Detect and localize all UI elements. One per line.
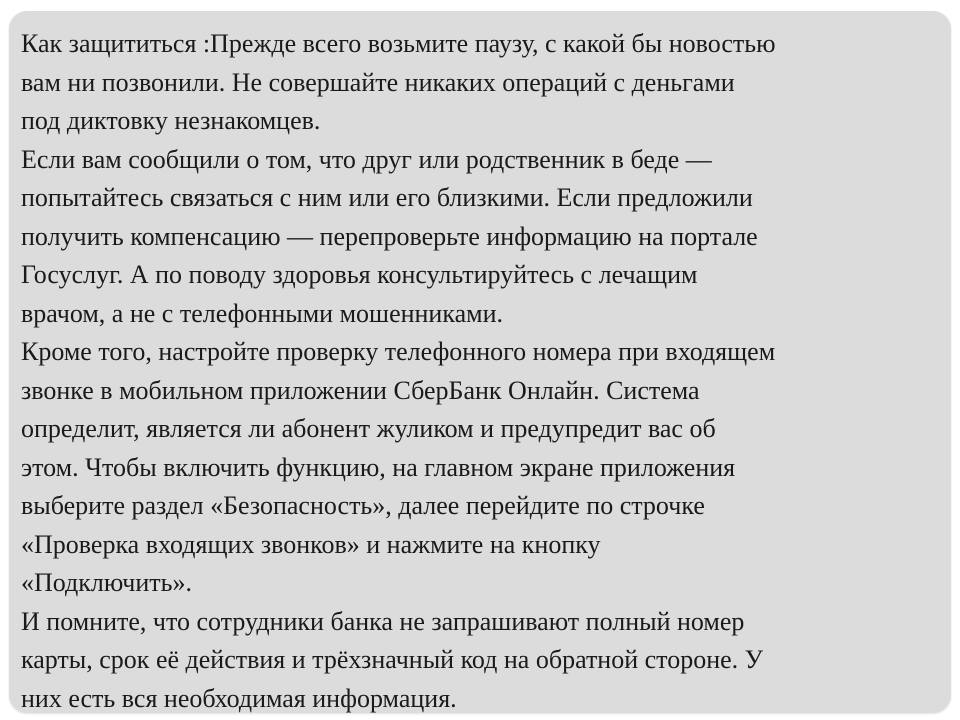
text-line: выберите раздел «Безопасность», далее перейдите по строчке [21,491,705,520]
text-line: попытайтесь связаться с ним или его близкими. Если предложили [21,183,753,212]
text-line: них есть вся необходимая информация. [21,683,457,713]
text-line: Кроме того, настройте проверку телефонного номера при входящем [21,337,776,366]
text-line: Госуслуг. А по поводу здоровья консультируйтесь с лечащим [21,260,698,289]
text-line: И помните, что сотрудники банка не запрашивают полный номер [21,606,745,636]
text-line: под диктовку незнакомцев. [21,106,321,135]
text-line: этом. Чтобы включить функцию, на главном экране приложения [21,452,736,482]
text-line: врачом, а не с телефонными мошенниками. [21,298,503,328]
text-line: карты, срок её действия и трёхзначный код на обратной стороне. У [21,645,764,674]
text-line: Как защититься :Прежде всего возьмите паузу, с какой бы новостью [21,29,776,58]
text-line: вам ни позвонили. Не совершайте никаких операций с деньгами [21,67,735,97]
slide-panel [9,11,951,713]
text-line: Если вам сообщили о том, что друг или родственник в беде — [21,144,712,174]
slide-text [21,25,951,713]
text-line: определит, является ли абонент жуликом и предупредит вас об [21,414,716,443]
text-line: звонке в мобильном приложении СберБанк Онлайн. Система [21,375,700,405]
text-line: получить компенсацию — перепроверьте информацию на портале [21,221,758,251]
text-line: «Подключить». [21,568,193,597]
text-line: «Проверка входящих звонков» и нажмите на кнопку [21,529,601,559]
